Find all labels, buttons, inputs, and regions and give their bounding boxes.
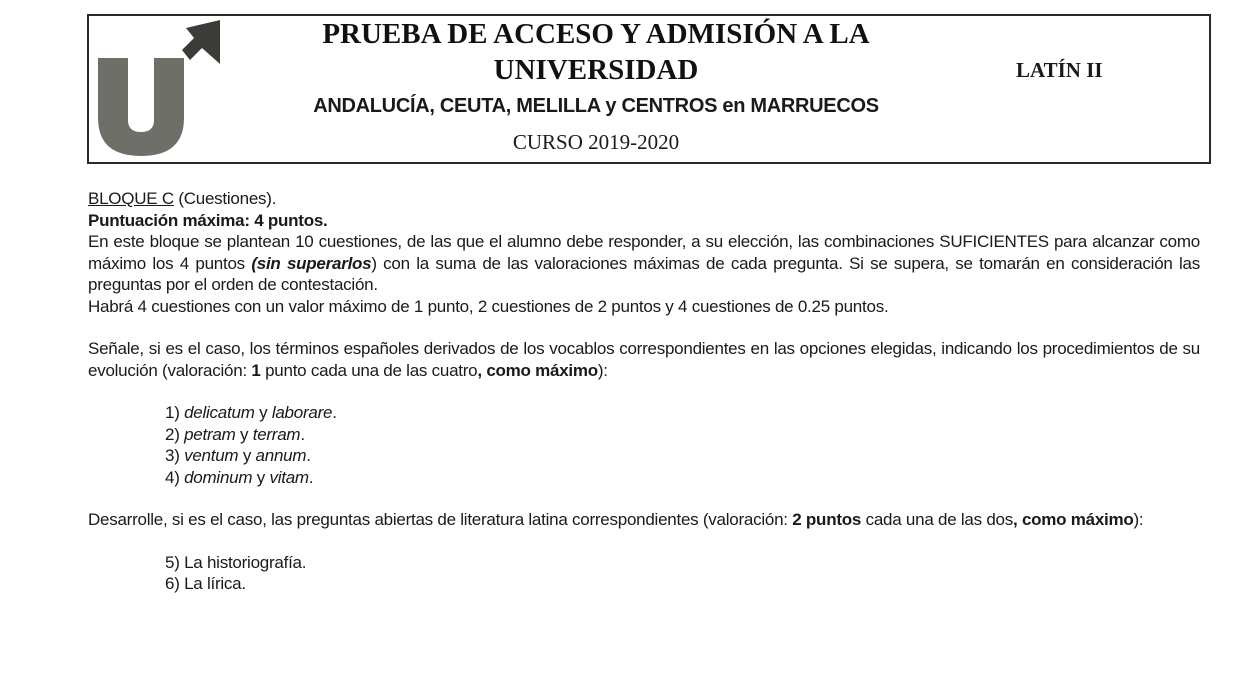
block-distribution: Habrá 4 cuestiones con un valor máximo de 1 punto, 2 cuestiones de 2 puntos y 4 cuestiones de 0.25 puntos. bbox=[88, 296, 889, 316]
section2-text-part1: Desarrolle, si es el caso, las preguntas abiertas de literatura latina correspondientes (valoración: bbox=[88, 510, 793, 529]
list-item: 2) petram y terram. bbox=[165, 424, 305, 444]
block-intro bbox=[88, 231, 1200, 296]
logo-u-letter bbox=[98, 58, 184, 156]
section2-bold1: 2 puntos bbox=[792, 510, 862, 529]
section2-instructions bbox=[88, 509, 1200, 531]
section2-text-part2: cada una de las dos bbox=[861, 510, 1013, 529]
list-item: 4) dominum y vitam. bbox=[165, 467, 314, 487]
section1-bold2: , como máximo bbox=[477, 360, 598, 380]
latin-word: delicatum bbox=[184, 403, 255, 422]
latin-word: annum bbox=[255, 446, 307, 465]
latin-word: terram bbox=[252, 424, 301, 444]
section2-bold2: , como máximo bbox=[1013, 510, 1134, 529]
section1-list bbox=[88, 402, 1200, 488]
list-item: 6) La lírica. bbox=[165, 574, 246, 593]
exam-content bbox=[88, 188, 1200, 595]
section2-text-part3: ): bbox=[1133, 510, 1144, 529]
university-logo bbox=[94, 20, 224, 158]
region-subtitle: ANDALUCÍA, CEUTA, MELILLA y CENTROS en MARRUECOS bbox=[313, 95, 879, 117]
latin-word: petram bbox=[184, 424, 236, 444]
section2-list bbox=[88, 552, 1200, 595]
title-line-2: UNIVERSIDAD bbox=[493, 54, 699, 86]
latin-word: laborare bbox=[271, 403, 333, 422]
block-heading bbox=[88, 188, 1200, 210]
section1-text-part3: ): bbox=[597, 360, 608, 380]
latin-word: vitam bbox=[269, 467, 309, 487]
latin-word: ventum bbox=[184, 446, 239, 465]
block-intro-part1: En este bloque se plantean 10 cuestiones, de las que el alumno debe responder, a su elección, las combinaciones SUFICIENTES para alcanzar como máximo los 4 puntos bbox=[88, 232, 1200, 273]
section1-text-part2: punto cada una de las cuatro bbox=[260, 360, 478, 380]
max-score bbox=[88, 210, 1200, 232]
block-name-suffix: (Cuestiones). bbox=[173, 189, 277, 208]
section1-bold1: 1 bbox=[251, 360, 261, 380]
title-line-1: PRUEBA DE ACCESO Y ADMISIÓN A LA bbox=[322, 18, 870, 50]
block-intro-part2: ) con la suma de las valoraciones máximas de cada pregunta. Si se supera, se tomarán en consideración las preguntas por el orden de contestación. bbox=[88, 253, 1200, 294]
section1-instructions bbox=[88, 338, 1200, 381]
max-score-text: Puntuación máxima: 4 puntos. bbox=[88, 210, 328, 230]
section1-text-part1: Señale, si es el caso, los términos españoles derivados de los vocablos correspondientes en las opciones elegidas, indicando los procedimientos de su evolución (valoración: bbox=[88, 339, 1200, 380]
list-item: 5) La historiografía. bbox=[165, 552, 307, 572]
list-item: 1) delicatum y laborare. bbox=[165, 403, 337, 422]
block-intro-emphasis: (sin superarlos bbox=[251, 253, 372, 273]
latin-word: dominum bbox=[184, 467, 253, 487]
block-name: BLOQUE C bbox=[88, 189, 174, 208]
course-year: CURSO 2019-2020 bbox=[512, 130, 680, 154]
logo-arrow bbox=[182, 20, 220, 64]
list-item: 3) ventum y annum. bbox=[165, 446, 311, 465]
subject-name: LATÍN II bbox=[1016, 58, 1103, 82]
